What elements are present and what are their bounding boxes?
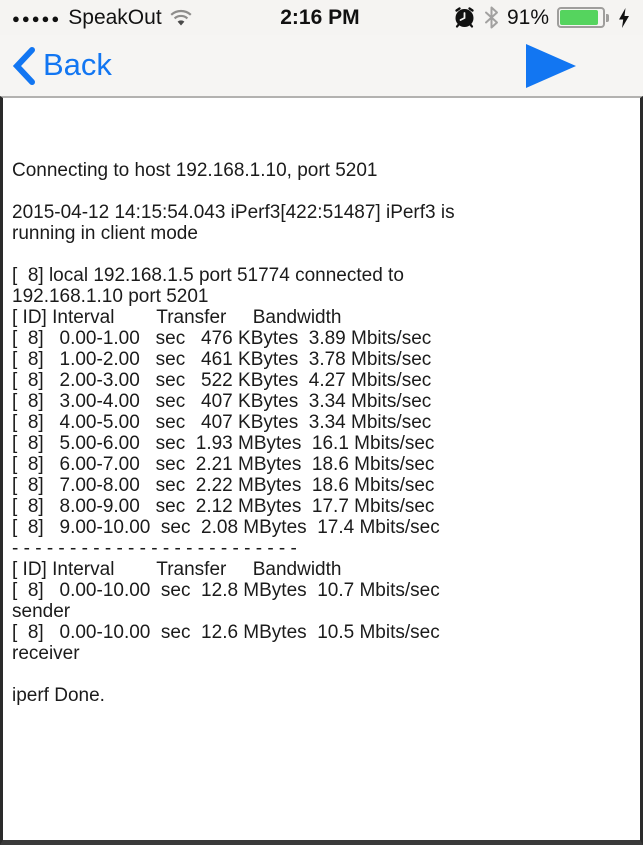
terminal-line bbox=[12, 181, 636, 202]
terminal-line: sender bbox=[12, 601, 71, 622]
terminal-line: Connecting to host 192.168.1.10, port 5201 bbox=[12, 160, 378, 181]
terminal-line: running in client mode bbox=[12, 223, 198, 244]
terminal-line: receiver bbox=[12, 643, 80, 664]
battery-icon bbox=[557, 7, 605, 28]
terminal-line: [ 8] 4.00-5.00 sec 407 KBytes 3.34 Mbits/sec bbox=[12, 412, 432, 433]
bluetooth-icon bbox=[484, 6, 499, 29]
terminal-line: - - - - - - - - - - - - - - - - - - - - - - - - - bbox=[12, 538, 297, 559]
alarm-clock-icon bbox=[453, 6, 476, 29]
terminal-line: [ 8] 3.00-4.00 sec 407 KBytes 3.34 Mbits/sec bbox=[12, 391, 432, 412]
run-test-button[interactable] bbox=[525, 43, 577, 89]
terminal-line: [ ID] Interval Transfer Bandwidth bbox=[12, 559, 342, 580]
terminal-line: [ 8] 0.00-10.00 sec 12.8 MBytes 10.7 Mbits/sec bbox=[12, 580, 440, 601]
terminal-output[interactable] bbox=[3, 98, 640, 706]
status-bar bbox=[0, 0, 643, 35]
terminal-line: [ 8] 2.00-3.00 sec 522 KBytes 4.27 Mbits/sec bbox=[12, 370, 432, 391]
terminal-line: [ 8] 5.00-6.00 sec 1.93 MBytes 16.1 Mbits/sec bbox=[12, 433, 435, 454]
nav-bar bbox=[0, 35, 643, 96]
terminal-line: [ 8] 8.00-9.00 sec 2.12 MBytes 17.7 Mbits/sec bbox=[12, 496, 435, 517]
play-icon bbox=[525, 43, 577, 89]
clock-time: 2:16 PM bbox=[280, 5, 360, 29]
terminal-line: [ 8] local 192.168.1.5 port 51774 connected to bbox=[12, 265, 404, 286]
terminal-line: [ ID] Interval Transfer Bandwidth bbox=[12, 307, 342, 328]
terminal-line: [ 8] 0.00-1.00 sec 476 KBytes 3.89 Mbits/sec bbox=[12, 328, 432, 349]
terminal-line: 192.168.1.10 port 5201 bbox=[12, 286, 209, 307]
back-button[interactable] bbox=[12, 46, 112, 86]
battery-percentage: 91% bbox=[506, 5, 549, 29]
wifi-icon bbox=[169, 9, 193, 27]
terminal-line: 2015-04-12 14:15:54.043 iPerf3[422:51487] iPerf3 is bbox=[12, 202, 455, 223]
chevron-left-icon bbox=[12, 46, 36, 86]
terminal-line: [ 8] 6.00-7.00 sec 2.21 MBytes 18.6 Mbits/sec bbox=[12, 454, 435, 475]
terminal-line bbox=[12, 664, 636, 685]
back-button-label: Back bbox=[43, 46, 112, 82]
terminal-line: [ 8] 7.00-8.00 sec 2.22 MBytes 18.6 Mbits/sec bbox=[12, 475, 435, 496]
terminal-line bbox=[12, 244, 636, 265]
signal-strength-icon: ●●●●● bbox=[12, 11, 62, 26]
charging-bolt-icon bbox=[617, 7, 631, 29]
terminal-line: [ 8] 1.00-2.00 sec 461 KBytes 3.78 Mbits/sec bbox=[12, 349, 432, 370]
terminal-line: [ 8] 0.00-10.00 sec 12.6 MBytes 10.5 Mbits/sec bbox=[12, 622, 440, 643]
terminal-line: [ 8] 9.00-10.00 sec 2.08 MBytes 17.4 Mbits/sec bbox=[12, 517, 440, 538]
battery-nub bbox=[606, 14, 609, 22]
output-panel bbox=[0, 96, 643, 845]
carrier-name: SpeakOut bbox=[68, 5, 162, 29]
terminal-line: iperf Done. bbox=[12, 685, 105, 706]
